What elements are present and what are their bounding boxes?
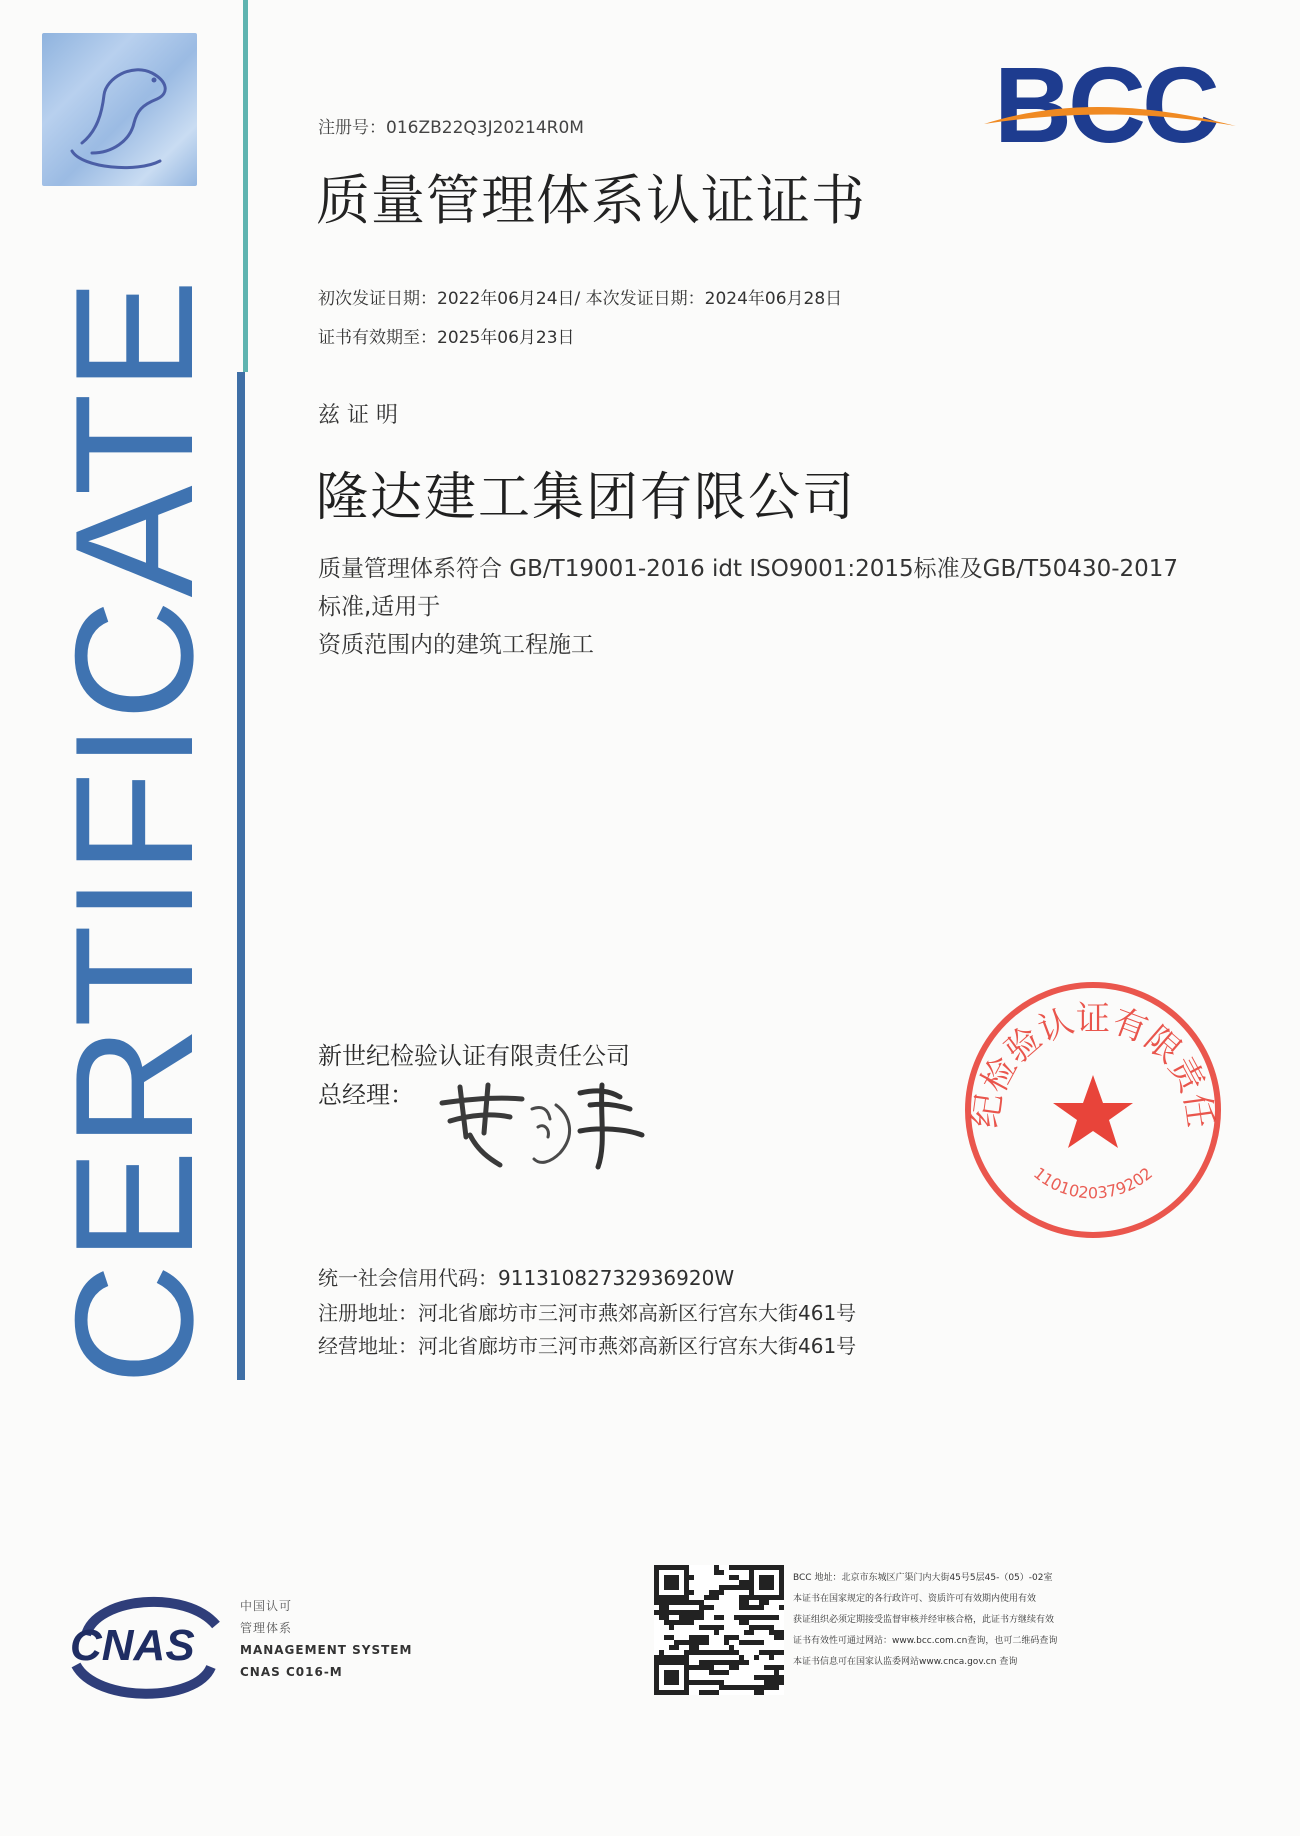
company-seal: [958, 975, 1228, 1249]
cnas-line: CNAS C016-M: [240, 1665, 343, 1679]
footer-note: BCC 地址：北京市东城区广渠门内大街45号5层45-（05）-02室: [793, 1573, 1053, 1583]
credit-code: 统一社会信用代码：91131082732936920W: [318, 1266, 735, 1290]
blue-divider: [237, 372, 245, 1380]
valid-until: 证书有效期至：2025年06月23日: [318, 328, 575, 348]
star-icon: [1053, 1075, 1133, 1148]
footer-note: 获证组织必须定期接受监督审核并经审核合格，此证书方继续有效: [793, 1615, 1055, 1625]
footer-note: 本证书在国家规定的各行政许可、资质许可有效期内使用有效: [793, 1594, 1037, 1604]
issue-dates: 初次发证日期：2022年06月24日/ 本次发证日期：2024年06月28日: [318, 289, 843, 309]
teal-divider: [243, 0, 248, 372]
cnas-line: 中国认可: [240, 1599, 293, 1613]
cnas-line: MANAGEMENT SYSTEM: [240, 1643, 413, 1657]
hologram-sticker: [42, 33, 197, 186]
qr-code[interactable]: [654, 1565, 784, 1695]
footer-note: 本证书信息可在国家认监委网站www.cnca.gov.cn 查询: [793, 1657, 1018, 1667]
scope-line: 标准,适用于: [318, 594, 441, 620]
cnas-logo-text: CNAS: [70, 1621, 195, 1670]
bcc-logo: [984, 50, 1244, 154]
certify-text: 兹证明: [318, 403, 406, 428]
footer-note: 证书有效性可通过网站：www.bcc.com.cn查询，也可二维码查询: [793, 1636, 1058, 1646]
company-name: 隆达建工集团有限公司: [316, 468, 857, 528]
certification-scope: [318, 550, 1238, 664]
general-manager-label: 总经理：: [318, 1081, 414, 1109]
bcc-logo-text: BCC: [994, 50, 1216, 150]
issuer-name: 新世纪检验认证有限责任公司: [318, 1042, 630, 1070]
scope-line: 质量管理体系符合 GB/T19001-2016 idt ISO9001:2015标准及GB/T50430-2017: [318, 556, 1179, 582]
scope-line: 资质范围内的建筑工程施工: [318, 632, 594, 658]
cnas-logo: [66, 1585, 226, 1709]
cnas-line: 管理体系: [240, 1621, 293, 1635]
certificate-vertical-text: CERTIFICATE: [40, 277, 228, 1385]
registered-address: 注册地址：河北省廊坊市三河市燕郊高新区行宫东大街461号: [318, 1301, 857, 1325]
registration-number: 注册号：016ZB22Q3J20214R0M: [318, 118, 584, 138]
signature: [430, 1075, 660, 1179]
beaver-icon: [42, 33, 197, 186]
page-title: 质量管理体系认证证书: [316, 169, 866, 232]
seal-number: 1101020379202: [1029, 1163, 1157, 1203]
operating-address: 经营地址：河北省廊坊市三河市燕郊高新区行宫东大街461号: [318, 1334, 857, 1358]
footer-notes: [793, 1568, 1057, 1673]
cnas-caption: [240, 1595, 412, 1683]
seal-text: 纪检验认证有限责任: [965, 999, 1221, 1131]
